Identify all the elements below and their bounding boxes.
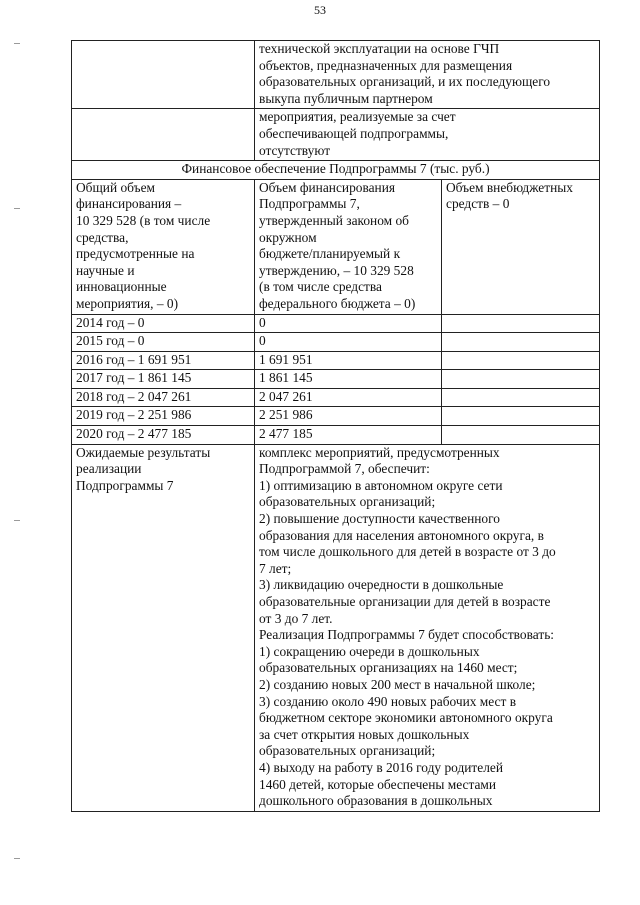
year-row xyxy=(72,388,600,407)
finance-header-row xyxy=(72,179,600,314)
text-line: Ожидаемые результаты xyxy=(76,444,211,460)
year-label: 2015 год – 0 xyxy=(72,333,255,352)
results-text-cell xyxy=(255,444,600,811)
text-line: бюджете/планируемый к xyxy=(259,246,401,262)
year-label: 2019 год – 2 251 986 xyxy=(72,407,255,426)
text-line: Объем финансирования xyxy=(259,179,396,195)
margin-mark xyxy=(14,208,20,209)
text-line: Подпрограммы 7 xyxy=(76,477,174,493)
text-line: Реализация Подпрограммы 7 будет способствовать: xyxy=(259,627,555,643)
year-budget-value: 1 691 951 xyxy=(255,351,442,370)
text-line: образовательные организации для детей в возрасте xyxy=(259,594,551,609)
text-line: том числе дошкольного для детей в возрасте от 3 до xyxy=(259,544,556,560)
text-line: отсутствуют xyxy=(259,142,331,158)
text-line: образовательных организаций; xyxy=(259,494,436,510)
text-line: Объем внебюджетных xyxy=(446,179,573,195)
year-extra-value xyxy=(442,407,600,426)
text-line: 1) сокращению очереди в дошкольных xyxy=(259,643,480,659)
text-line: (в том числе средства xyxy=(259,279,382,295)
text-line: предусмотренные на xyxy=(76,246,195,262)
text-line: мероприятия, реализуемые за счет xyxy=(259,109,456,125)
text-line: образовательных организациях на 1460 мест; xyxy=(259,660,518,676)
year-budget-value: 0 xyxy=(255,333,442,352)
text-line: 1) оптимизацию в автономном округе сети xyxy=(259,477,503,493)
year-row xyxy=(72,314,600,333)
year-extra-value xyxy=(442,351,600,370)
year-label: 2016 год – 1 691 951 xyxy=(72,351,255,370)
empty-label-cell xyxy=(72,41,255,109)
year-row xyxy=(72,407,600,426)
text-line: 3) ликвидацию очередности в дошкольные xyxy=(259,577,504,593)
text-line: обеспечивающей подпрограммы, xyxy=(259,125,449,141)
year-row xyxy=(72,333,600,352)
year-extra-value xyxy=(442,314,600,333)
year-budget-value: 1 861 145 xyxy=(255,370,442,389)
text-line: Подпрограммы 7, xyxy=(259,196,360,212)
program-text-cell xyxy=(255,109,600,161)
text-line: 4) выходу на работу в 2016 году родителей xyxy=(259,759,504,775)
total-funding-cell xyxy=(72,179,255,314)
text-line: 7 лет; xyxy=(259,560,292,576)
year-extra-value xyxy=(442,370,600,389)
year-extra-value xyxy=(442,333,600,352)
text-line: 3) созданию около 490 новых рабочих мест в xyxy=(259,693,517,709)
text-line: федерального бюджета – 0) xyxy=(259,295,416,311)
year-row xyxy=(72,426,600,445)
text-line: от 3 до 7 лет. xyxy=(259,610,333,626)
year-label: 2017 год – 1 861 145 xyxy=(72,370,255,389)
margin-mark xyxy=(14,43,20,44)
text-line: реализации xyxy=(76,461,142,477)
text-line: объектов, предназначенных для размещения xyxy=(259,57,513,73)
text-line: утверждению, – 10 329 528 xyxy=(259,262,414,278)
margin-mark xyxy=(14,858,20,859)
empty-label-cell xyxy=(72,109,255,161)
text-line: мероприятия, – 0) xyxy=(76,295,179,311)
year-budget-value: 2 477 185 xyxy=(255,426,442,445)
results-row xyxy=(72,444,600,811)
year-extra-value xyxy=(442,426,600,445)
program-text-cell xyxy=(255,41,600,109)
finance-title-row xyxy=(72,161,600,180)
text-line: инновационные xyxy=(76,279,167,295)
subprogram-passport-table xyxy=(71,40,600,812)
budget-law-funding-cell xyxy=(255,179,442,314)
text-line: Общий объем xyxy=(76,179,155,195)
text-line: 2) созданию новых 200 мест в начальной школе; xyxy=(259,676,536,692)
text-line: Подпрограммой 7, обеспечит: xyxy=(259,461,430,477)
year-row xyxy=(72,351,600,370)
text-line: образования для населения автономного округа, в xyxy=(259,527,544,543)
text-line: бюджетном секторе экономики автономного округа xyxy=(259,710,553,726)
page-number: 53 xyxy=(314,3,326,17)
year-budget-value: 0 xyxy=(255,314,442,333)
extra-budgetary-cell xyxy=(442,179,600,314)
text-line: образовательных организаций, и их последующего xyxy=(259,74,551,90)
text-line: 1460 детей, которые обеспечены местами xyxy=(259,776,497,792)
text-line: 10 329 528 (в том числе xyxy=(76,212,211,228)
year-label: 2020 год – 2 477 185 xyxy=(72,426,255,445)
year-extra-value xyxy=(442,388,600,407)
year-budget-value: 2 251 986 xyxy=(255,407,442,426)
text-line: научные и xyxy=(76,262,135,278)
text-line: утвержденный законом об xyxy=(259,212,409,228)
text-line: финансирования – xyxy=(76,196,182,212)
text-line: образовательных организаций; xyxy=(259,743,436,759)
year-row xyxy=(72,370,600,389)
text-line: дошкольного образования в дошкольных xyxy=(259,793,493,809)
text-line: выкупа публичным партнером xyxy=(259,90,433,106)
year-budget-value: 2 047 261 xyxy=(255,388,442,407)
text-line: окружном xyxy=(259,229,317,245)
program-row-support xyxy=(72,109,600,161)
text-line: средств – 0 xyxy=(446,196,510,212)
year-label: 2014 год – 0 xyxy=(72,314,255,333)
text-line: технической эксплуатации на основе ГЧП xyxy=(259,41,500,56)
text-line: за счет открытия новых дошкольных xyxy=(259,726,470,742)
text-line: 2) повышение доступности качественного xyxy=(259,511,500,527)
text-line: средства, xyxy=(76,229,129,245)
text-line: комплекс мероприятий, предусмотренных xyxy=(259,444,500,460)
finance-title: Финансовое обеспечение Подпрограммы 7 (тыс. руб.) xyxy=(72,161,600,180)
margin-mark xyxy=(14,520,20,521)
results-label-cell xyxy=(72,444,255,811)
year-label: 2018 год – 2 047 261 xyxy=(72,388,255,407)
program-row-gchp xyxy=(72,41,600,109)
